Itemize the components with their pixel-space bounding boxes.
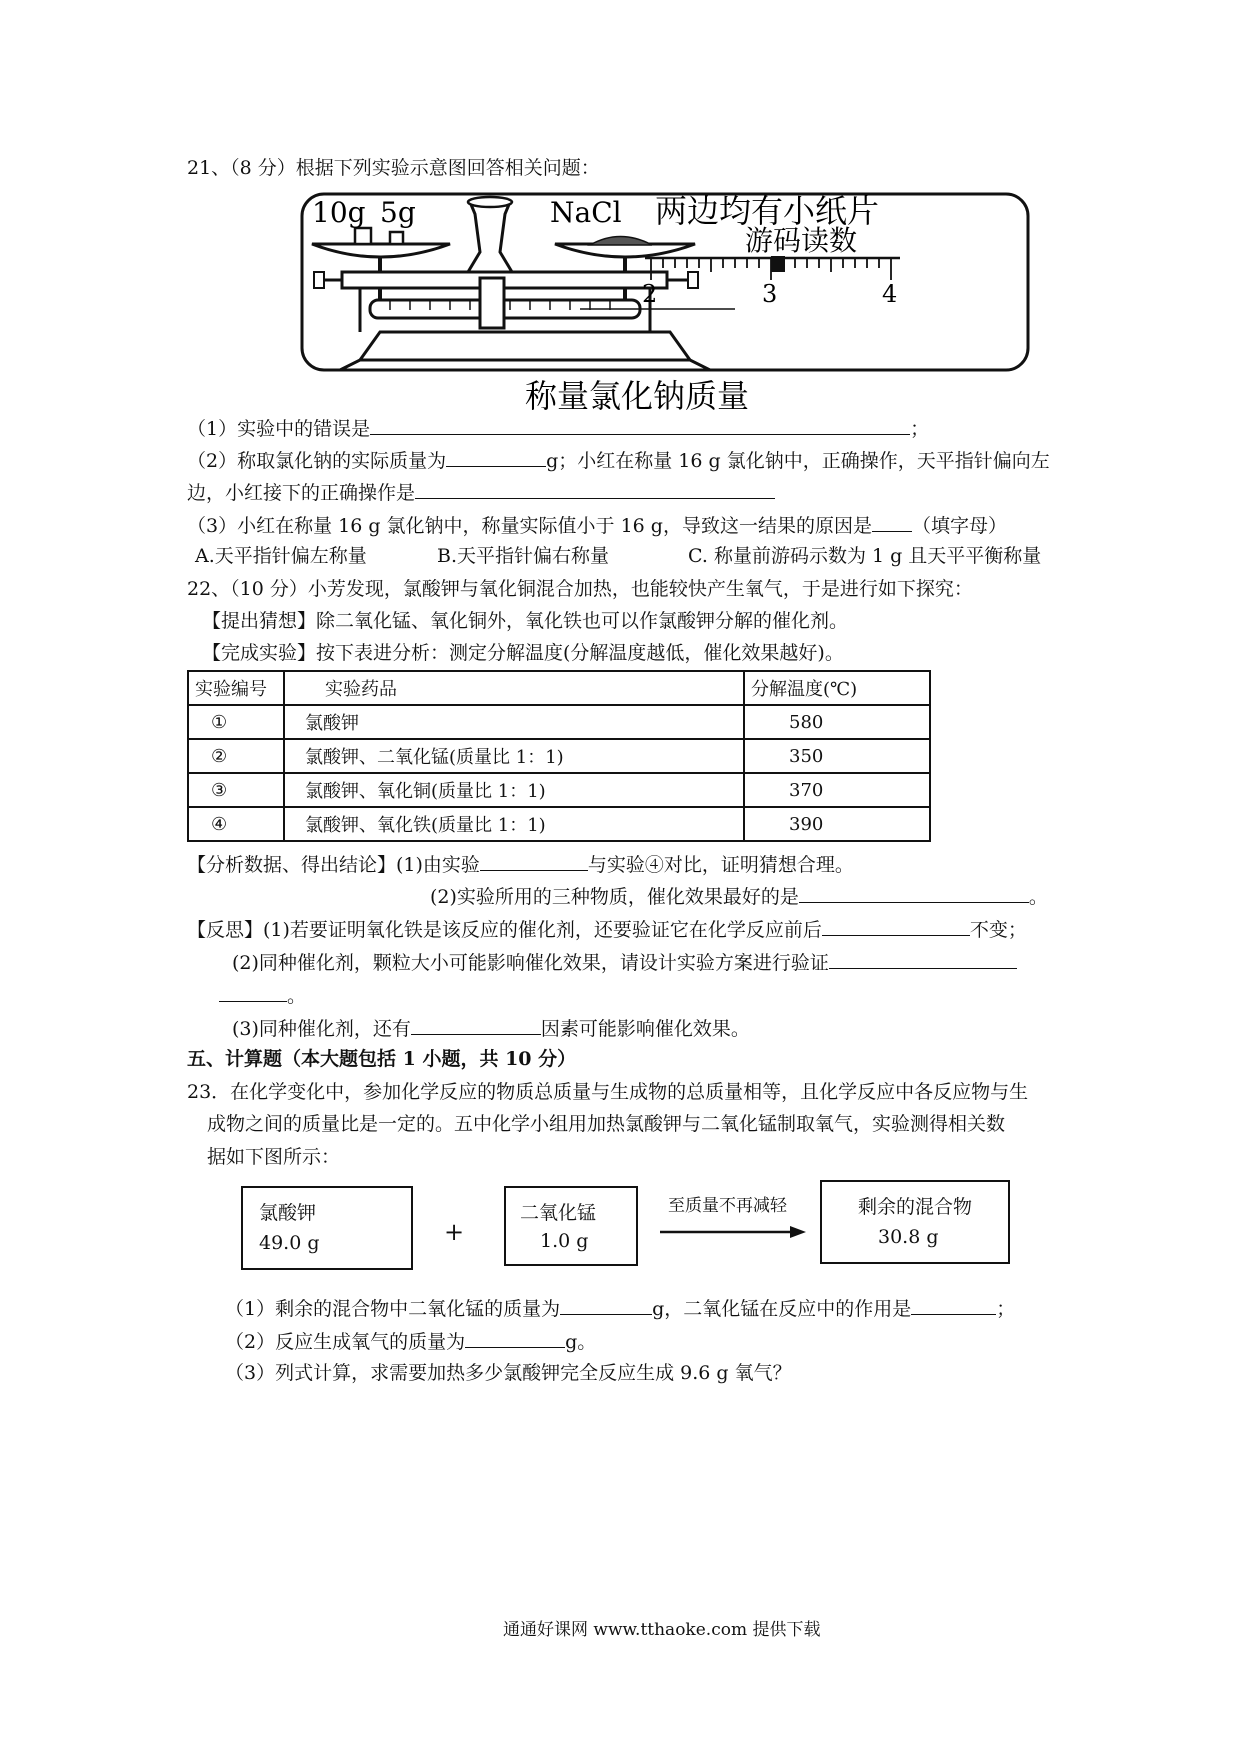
page-footer: 通通好课网 www.tthaoke.com 提供下载 — [503, 1620, 821, 1640]
q22-header: 22、（10 分）小芳发现，氯酸钾与氧化铜混合加热，也能较快产生氧气，于是进行如下探究： — [187, 578, 973, 600]
scale-3: 3 — [762, 280, 778, 308]
label-nacl: NaCl — [550, 196, 622, 229]
q22-analysis-2: (2)实验所用的三种物质，催化效果最好的是 。 — [430, 886, 1048, 908]
table-cell: ③ — [188, 773, 284, 807]
section-title: 五、计算题（本大题包括 1 小题，共 10 分） — [187, 1048, 577, 1070]
weight-10g — [355, 228, 371, 244]
q21-option-c: C. 称量前游码示数为 1 g 且天平平衡称量 — [688, 545, 1042, 567]
q22-analysis-1: 【分析数据、得出结论】(1)由实验 与实验④对比，证明猜想合理。 — [187, 854, 854, 876]
q21-header: 21、（8 分）根据下列实验示意图回答相关问题： — [187, 157, 600, 179]
q22-reflect-1: 【反思】(1)若要证明氧化铁是该反应的催化剂，还要验证它在化学反应前后 不变； — [187, 919, 1027, 941]
scale-4: 4 — [882, 280, 898, 308]
weight-5g — [390, 232, 403, 244]
q22-reflect-2: (2)同种催化剂，颗粒大小可能影响催化效果，请设计实验方案进行验证 — [232, 950, 1017, 975]
box-manganese-dioxide — [504, 1186, 638, 1266]
q23-line3: 据如下图所示： — [207, 1146, 341, 1168]
q22-reflect-3: (3)同种催化剂，还有 因素可能影响催化效果。 — [232, 1018, 750, 1040]
box-label: 剩余的混合物 — [858, 1196, 973, 1218]
answer-blank[interactable] — [446, 448, 546, 467]
q21-p2-line2: 边，小红接下的正确操作是 — [187, 480, 775, 505]
experiment-table — [187, 670, 931, 842]
q22-reflect-2-cont: 。 — [219, 983, 306, 1008]
label-10g: 10g — [312, 196, 366, 229]
q21-p1: （1）实验中的错误是 ； — [187, 418, 930, 440]
table-cell: 氯酸钾、二氧化锰(质量比 1：1) — [284, 739, 744, 773]
table-row — [188, 807, 930, 841]
pointer-column — [468, 202, 512, 272]
table-cell: 350 — [744, 739, 930, 773]
q23-line2: 成物之间的质量比是一定的。五中化学小组用加热氯酸钾与二氧化锰制取氧气，实验测得相关数 — [207, 1113, 1006, 1135]
table-cell: 氯酸钾、氧化铁(质量比 1：1) — [284, 807, 744, 841]
answer-blank[interactable] — [560, 1296, 652, 1315]
q21-p3: （3）小红在称量 16 g 氯化钠中，称量实际值小于 16 g，导致这一结果的原因是 （填字母） — [187, 515, 1007, 537]
box-mass: 1.0 g — [540, 1230, 589, 1252]
rider-marker — [771, 256, 785, 272]
table-cell: 580 — [744, 705, 930, 739]
scale-2: 2 — [642, 280, 658, 308]
arrow-label: 至质量不再减轻 — [668, 1196, 787, 1216]
q21-option-b: B.天平指针偏右称量 — [437, 545, 610, 567]
box-label: 二氧化锰 — [520, 1202, 597, 1224]
q23-p1: （1）剩余的混合物中二氧化锰的质量为 g，二氧化锰在反应中的作用是 ； — [225, 1298, 1016, 1320]
nacl-pile — [590, 237, 652, 246]
q23-p2: （2）反应生成氧气的质量为 g。 — [225, 1331, 597, 1353]
table-row — [188, 739, 930, 773]
box-remaining-mixture — [820, 1180, 1010, 1264]
balance-figure — [300, 192, 1030, 417]
answer-blank[interactable] — [370, 416, 910, 435]
table-cell: ① — [188, 705, 284, 739]
balance-base — [360, 332, 690, 360]
answer-blank[interactable] — [465, 1329, 565, 1348]
label-5g: 5g — [380, 196, 416, 229]
answer-blank[interactable] — [411, 1016, 541, 1035]
table-header: 实验药品 — [284, 671, 744, 705]
rider-title: 游码读数 — [745, 224, 858, 257]
table-header: 分解温度(℃) — [744, 671, 930, 705]
q22-experiment: 【完成实验】按下表进分析：测定分解温度(分解温度越低，催化效果越好)。 — [202, 642, 844, 664]
q21-option-a: A.天平指针偏左称量 — [195, 545, 367, 567]
answer-blank[interactable] — [829, 950, 1017, 969]
answer-blank[interactable] — [911, 1296, 996, 1315]
table-cell: ② — [188, 739, 284, 773]
box-potassium-chlorate — [241, 1186, 413, 1270]
left-pan — [312, 244, 450, 257]
figure-caption: 称量氯化钠质量 — [525, 377, 750, 415]
reaction-arrow-icon — [658, 1224, 808, 1240]
q23-p3: （3）列式计算，求需要加热多少氯酸钾完全反应生成 9.6 g 氧气？ — [225, 1362, 792, 1384]
q22-guess: 【提出猜想】除二氧化锰、氧化铜外，氧化铁也可以作氯酸钾分解的催化剂。 — [202, 610, 849, 632]
table-cell: 氯酸钾、氧化铜(质量比 1：1) — [284, 773, 744, 807]
right-pan — [555, 244, 695, 257]
box-mass: 49.0 g — [259, 1232, 320, 1254]
answer-blank[interactable] — [799, 884, 1029, 903]
table-row — [188, 773, 930, 807]
table-cell: 390 — [744, 807, 930, 841]
answer-blank[interactable] — [480, 852, 588, 871]
q23-line1: 23．在化学变化中，参加化学反应的物质总质量与生成物的总质量相等，且化学反应中各反应物与生 — [187, 1081, 1029, 1103]
box-mass: 30.8 g — [878, 1226, 939, 1248]
table-cell: 氯酸钾 — [284, 705, 744, 739]
table-header: 实验编号 — [188, 671, 284, 705]
answer-blank[interactable] — [415, 480, 775, 499]
plus-sign: + — [444, 1218, 465, 1246]
table-cell: ④ — [188, 807, 284, 841]
table-cell: 370 — [744, 773, 930, 807]
box-label: 氯酸钾 — [259, 1202, 317, 1224]
answer-blank[interactable] — [872, 513, 912, 532]
answer-blank[interactable] — [822, 917, 970, 936]
table-header-row — [188, 671, 930, 705]
paper-note: 两边均有小纸片 — [655, 192, 880, 230]
q21-p2: （2）称取氯化钠的实际质量为 g；小红在称量 16 g 氯化钠中，正确操作，天平指针偏向左 — [187, 450, 1050, 472]
table-row — [188, 705, 930, 739]
answer-blank[interactable] — [219, 983, 287, 1002]
